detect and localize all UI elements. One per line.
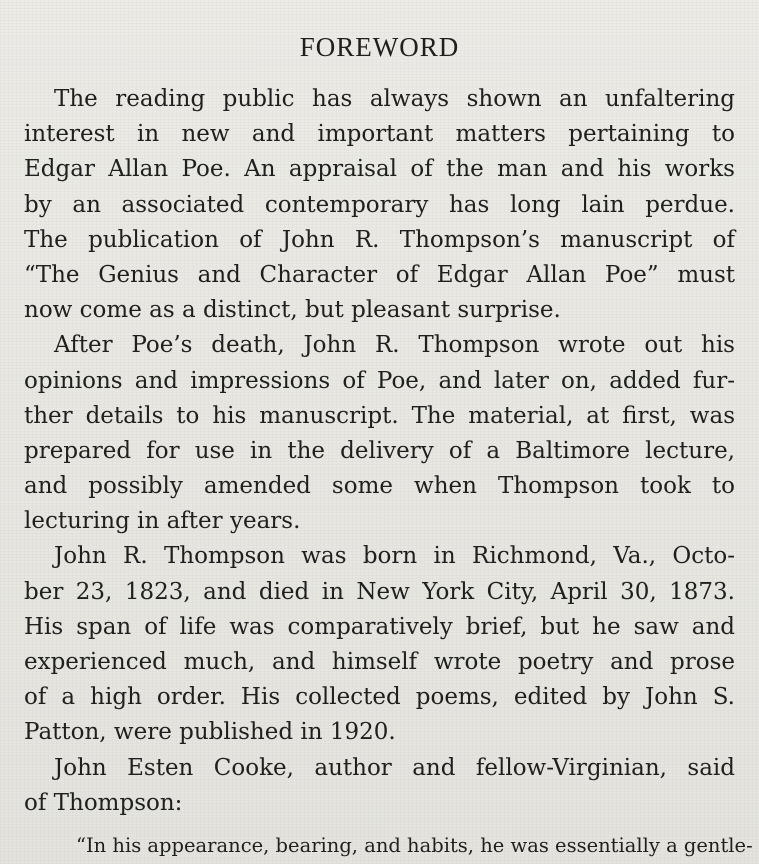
paragraph-line: John R. Thompson was born in Richmond, Va., Octo- [54, 543, 735, 570]
foreword-body [24, 82, 753, 861]
paragraph-line: ther details to his manuscript. The material, at first, was [24, 402, 735, 429]
paragraph-4 [24, 751, 735, 821]
paragraph-line: of a high order. His collected poems, edited by John S. [24, 684, 735, 711]
paragraph-3 [24, 539, 735, 750]
paragraph-line: His span of life was comparatively brief, but he saw and [24, 613, 735, 640]
paragraph-line: After Poe’s death, John R. Thompson wrote out his [54, 332, 735, 359]
paragraph-line: prepared for use in the delivery of a Baltimore lecture, [24, 437, 735, 464]
paragraph-line: experienced much, and himself wrote poetry and prose [24, 649, 735, 675]
paragraph-line: of Thompson: [24, 789, 183, 816]
paragraph-line: opinions and impressions of Poe, and later on, added fur- [24, 367, 735, 394]
paragraph-line: Edgar Allan Poe. An appraisal of the man and his works [24, 156, 735, 183]
cooke-quotation: “In his appearance, bearing, and habits, he was essentially a gentle- [76, 833, 753, 857]
paragraph-line: “The Genius and Character of Edgar Allan Poe” must [24, 261, 735, 288]
paragraph-line: ber 23, 1823, and died in New York City, April 30, 1873. [24, 578, 735, 605]
paragraph-line: by an associated contemporary has long lain perdue. [24, 191, 735, 218]
paragraph-1 [24, 82, 735, 328]
paragraph-line: The publication of John R. Thompson’s manuscript of [24, 226, 735, 253]
page-heading: FOREWORD [299, 32, 460, 62]
paragraph-line: interest in new and important matters pertaining to [24, 121, 735, 148]
paragraph-2 [24, 328, 735, 539]
paragraph-line: now come as a distinct, but pleasant surprise. [24, 297, 561, 324]
paragraph-line: The reading public has always shown an unfaltering [54, 86, 735, 112]
paragraph-line: John Esten Cooke, author and fellow-Virginian, said [54, 754, 735, 781]
paragraph-line: lecturing in after years. [24, 508, 301, 535]
paragraph-line: Patton, were published in 1920. [24, 719, 396, 746]
paragraph-line: and possibly amended some when Thompson took to [24, 473, 735, 500]
